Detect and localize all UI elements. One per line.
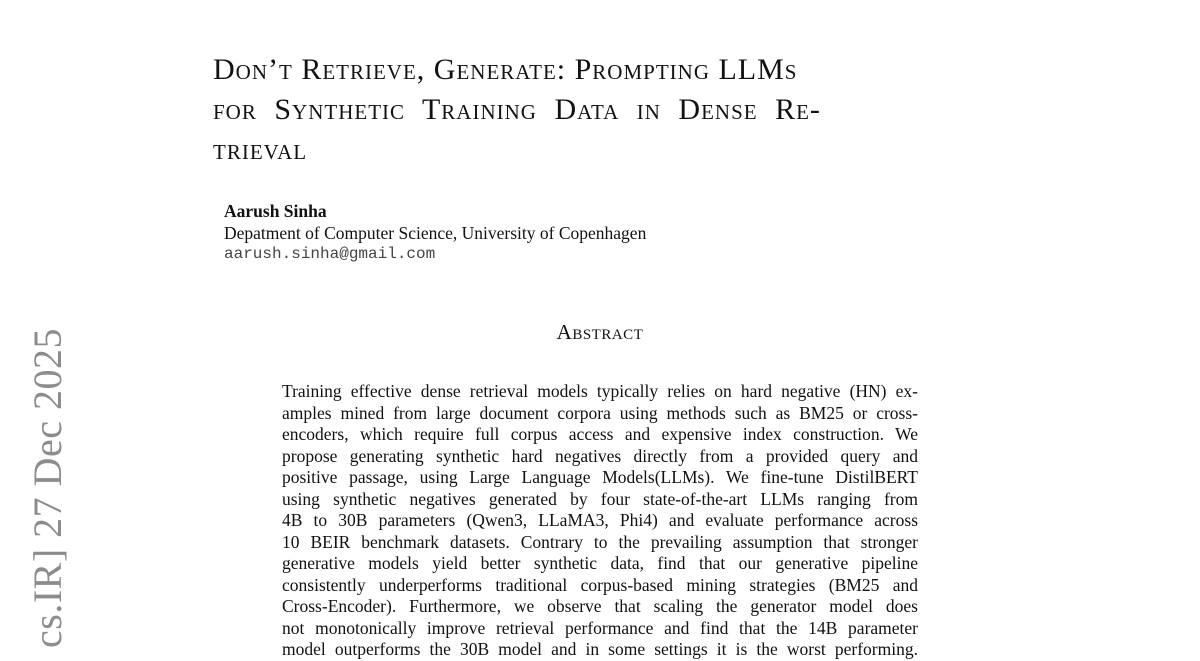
author-block xyxy=(224,201,646,266)
abstract-line: 4B to 30B parameters (Qwen3, LLaMA3, Phi4) and evaluate performance across xyxy=(282,510,918,530)
abstract-line: amples mined from large document corpora using methods such as BM25 or cross- xyxy=(282,402,918,423)
abstract-line: using synthetic negatives generated by four state-of-the-art LLMs ranging from xyxy=(282,488,918,509)
abstract-line: model outperforms the 30B model and in some settings it is the worst performing. xyxy=(282,639,918,659)
abstract-line: not monotonically improve retrieval performance and find that the 14B parameter xyxy=(282,617,918,638)
author-email[interactable]: aarush.sinha@gmail.com xyxy=(224,245,436,263)
title-line-2: for Synthetic Training Data in Dense Re- xyxy=(213,93,821,126)
abstract-line: generative models yield better synthetic data, find that our generative pipeline xyxy=(282,553,918,573)
abstract-line: encoders, which require full corpus access and expensive index construction. We xyxy=(282,424,918,444)
paper-title xyxy=(213,50,993,170)
abstract-line: consistently underperforms traditional corpus-based mining strategies (BM25 and xyxy=(282,574,918,595)
arxiv-side-stamp: cs.IR] 27 Dec 2025 xyxy=(25,327,70,648)
title-line-3: trieval xyxy=(213,133,308,166)
abstract-body xyxy=(282,381,918,661)
abstract-line: Cross-Encoder). Furthermore, we observe that scaling the generator model does xyxy=(282,596,918,616)
abstract-line: 10 BEIR benchmark datasets. Contrary to the prevailing assumption that stronger xyxy=(282,531,918,552)
author-name: Aarush Sinha xyxy=(224,201,327,221)
abstract-line: propose generating synthetic hard negatives directly from a provided query and xyxy=(282,445,918,466)
abstract-line: positive passage, using Large Language Models(LLMs). We fine-tune DistilBERT xyxy=(282,467,918,487)
title-line-1: Don’t Retrieve, Generate: Prompting LLMs xyxy=(213,53,798,86)
abstract-line: Training effective dense retrieval models typically relies on hard negative (HN) ex- xyxy=(282,381,918,401)
author-affiliation: Depatment of Computer Science, University of Copenhagen xyxy=(224,222,647,243)
abstract-heading: Abstract xyxy=(556,320,644,344)
